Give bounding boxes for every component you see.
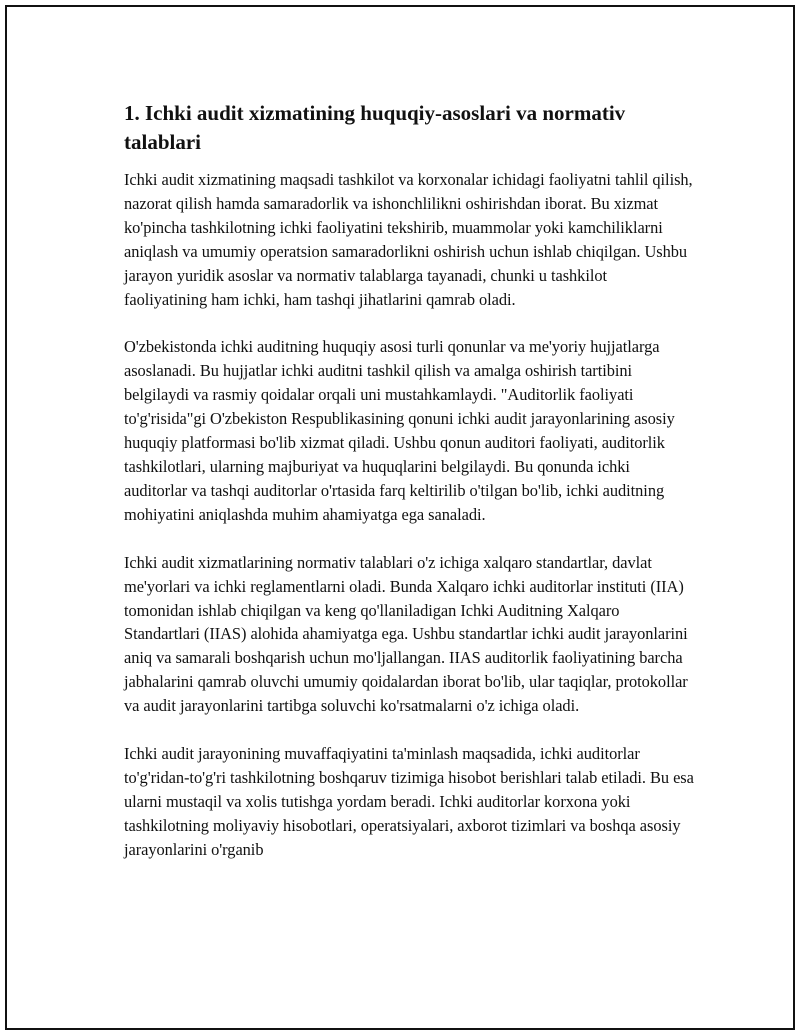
document-body <box>124 99 694 886</box>
page-frame <box>5 5 795 1030</box>
paragraph-2: O'zbekistonda ichki auditning huquqiy asosi turli qonunlar va me'yoriy hujjatlarga asoslanadi. Bu hujjatlar ichki auditni tashkil qilish va amalga oshirish tartibini belgilaydi va rasmiy qoidalar orqali uni mustahkamlaydi. "Auditorlik faoliyati to'g'risida"gi O'zbekiston Respublikasining qonuni ichki audit jarayonlarining asosiy huquqiy platformasi bo'lib xizmat qiladi. Ushbu qonun auditori faoliyati, auditorlik tashkilotlari, ularning majburiyat va huquqlarini belgilaydi. Bu qonunda ichki auditorlar va tashqi auditorlar o'rtasida farq keltirilib o'tilgan bo'lib, ichki auditning mohiyatini aniqlashda muhim ahamiyatga ega sanaladi. <box>124 337 675 524</box>
paragraph-4: Ichki audit jarayonining muvaffaqiyatini ta'minlash maqsadida, ichki auditorlar to'g'ridan-to'g'ri tashkilotning boshqaruv tizimiga hisobot berishlari talab etiladi. Bu esa ularni mustaqil va xolis tutishga yordam beradi. Ichki auditorlar korxona yoki tashkilotning moliyaviy hisobotlari, operatsiyalari, axborot tizimlari va boshqa asosiy jarayonlarini o'rganib <box>124 744 694 859</box>
paragraph-1: Ichki audit xizmatining maqsadi tashkilot va korxonalar ichidagi faoliyatni tahlil qilish, nazorat qilish hamda samaradorlik va ishonchlilikni oshirishdan iborat. Bu xizmat ko'pincha tashkilotning ichki faoliyatini tekshirib, muammolar yoki kamchiliklarni aniqlash va umumiy operatsion samaradorlikni oshirish uchun ishlab chiqilgan. Ushbu jarayon yuridik asoslar va normativ talablarga tayanadi, chunki u tashkilot faoliyatining ham ichki, ham tashqi jihatlarini qamrab oladi. <box>124 170 693 309</box>
paragraph-3: Ichki audit xizmatlarining normativ talablari o'z ichiga xalqaro standartlar, davlat me'yorlari va ichki reglamentlarni oladi. Bunda Xalqaro ichki auditorlar instituti (IIA) tomonidan ishlab chiqilgan va keng qo'llaniladigan Ichki Auditning Xalqaro Standartlari (IIAS) alohida ahamiyatga ega. Ushbu standartlar ichki audit jarayonlarini aniq va samarali boshqarish uchun mo'ljallangan. IIAS auditorlik faoliyatining barcha jabhalarini qamrab oluvchi umumiy qoidalardan iborat bo'lib, ular taqiqlar, protokollar va audit jarayonlarini tartibga soluvchi ko'rsatmalarni o'z ichiga oladi. <box>124 552 688 716</box>
section-heading: 1. Ichki audit xizmatining huquqiy-asoslari va normativ talablari <box>124 101 626 154</box>
